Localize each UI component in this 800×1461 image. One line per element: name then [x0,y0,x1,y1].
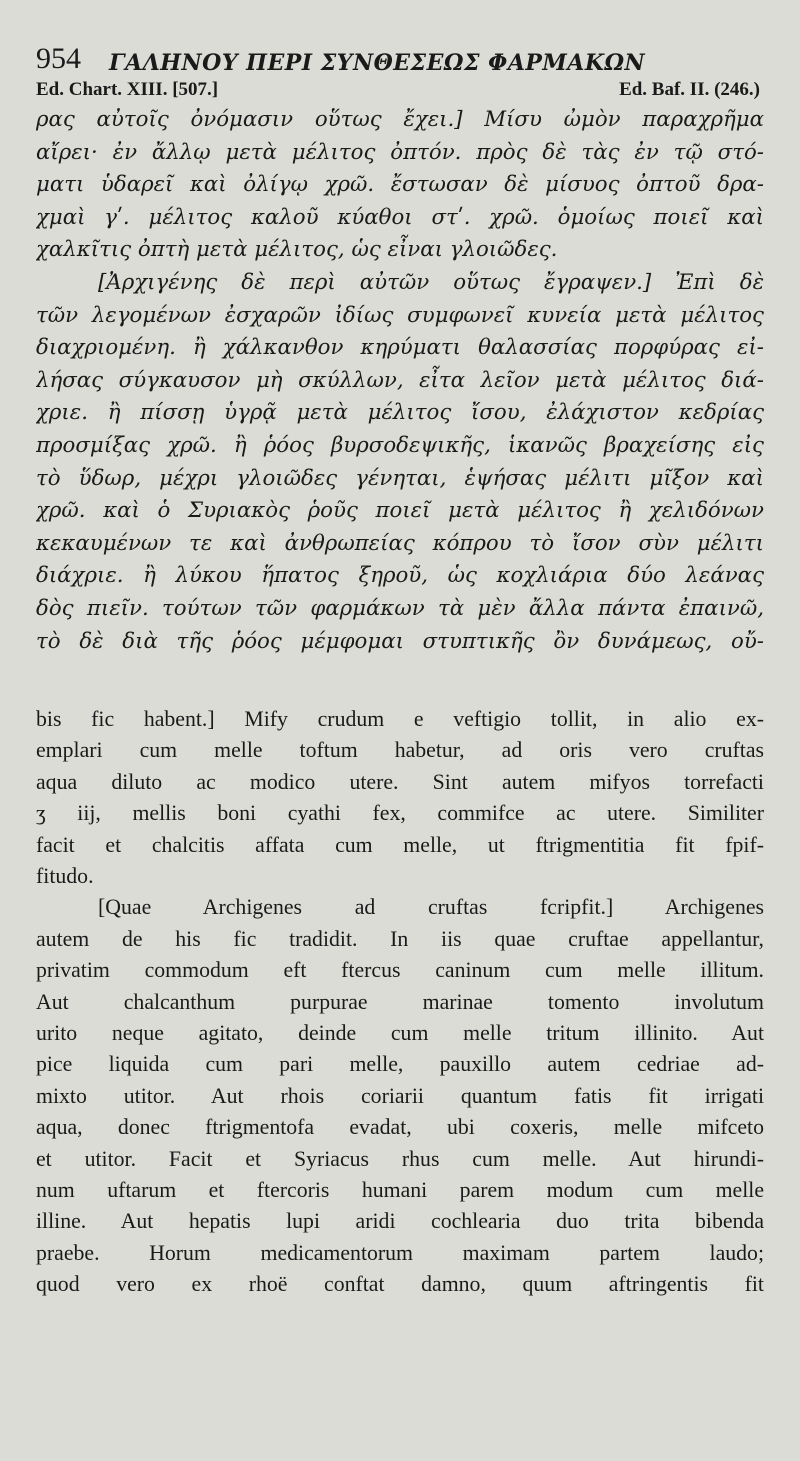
greek-line: λήσας σύγκαυσον μὴ σκύλλων, εἶτα λεῖον μετὰ μέλιτος διά- [36,367,764,393]
running-title: ΓΑΛΗΝΟΥ ΠΕΡΙ ΣΥΝΘΕΣΕΩΣ ΦΑΡΜΑΚΩΝ [109,50,646,76]
greek-line: τὸ δὲ διὰ τῆς ῥόος μέμφομαι στυπτικῆς ὂν δυνάμεως, οὔ- [36,628,764,654]
latin-line: privatim commodum eft ftercus caninum cum melle illitum. [36,958,764,983]
greek-line: [Ἀρχιγένης δὲ περὶ αὐτῶν οὕτως ἔγραψεν.] Ἐπὶ δὲ [98,269,764,295]
greek-line: δὸς πιεῖν. τούτων τῶν φαρμάκων τὰ μὲν ἄλλα πάντα ἐπαινῶ, [36,595,764,621]
edition-reference-right: Ed. Baf. II. (246.) [619,79,760,100]
greek-line: χαλκῖτις ὀπτὴ μετὰ μέλιτος, ὡς εἶναι γλοιῶδες. [36,237,558,263]
latin-text-block [36,704,764,1300]
page-number: 954 [36,42,81,75]
greek-line: αἴρει· ἐν ἄλλῳ μετὰ μέλιτος ὀπτόν. πρὸς δὲ τὰς ἐν τῷ στό- [36,139,764,165]
latin-line: facit et chalcitis affata cum melle, ut ftrigmentitia fit fpif- [36,832,764,857]
latin-line: pice liquida cum pari melle, pauxillo autem cedriae ad- [36,1052,764,1077]
greek-line: χριε. ἢ πίσσῃ ὑγρᾷ μετὰ μέλιτος ἴσου, ἐλάχιστον κεδρίας [36,400,764,426]
latin-line: ʒ iij, mellis boni cyathi fex, commifce ac utere. Similiter [36,801,764,826]
latin-line: aqua, donec ftrigmentofa evadat, ubi coxeris, melle mifceto [36,1115,764,1140]
latin-line: emplari cum melle toftum habetur, ad oris vero cruftas [36,738,764,763]
edition-reference-left: Ed. Chart. XIII. [507.] [36,79,219,100]
greek-line: διάχριε. ἢ λύκου ἥπατος ξηροῦ, ὡς κοχλιάρια δύο λεάνας [36,563,764,589]
greek-line: τὸ ὕδωρ, μέχρι γλοιῶδες γένηται, ἑψήσας μέλιτι μῖξον καὶ [36,465,764,491]
page-header [36,30,764,76]
greek-line: ματι ὑδαρεῖ καὶ ὀλίγῳ χρῶ. ἔστωσαν δὲ μίσυος ὀπτοῦ δρα- [36,172,764,198]
greek-line: προσμίξας χρῶ. ἢ ῥόος βυρσοδεψικῆς, ἱκανῶς βραχείσης εἰς [36,432,764,458]
latin-line: et utitor. Facit et Syriacus rhus cum melle. Aut hirundi- [36,1146,764,1171]
latin-line: quod vero ex rhoë conftat damno, quum aftringentis fit [36,1272,764,1297]
latin-line: bis fic habent.] Mify crudum e veftigio tollit, in alio ex- [36,707,764,732]
latin-line: Aut chalcanthum purpurae marinae tomento involutum [36,989,764,1014]
latin-line: fitudo. [36,864,94,889]
greek-line: ρας αὐτοῖς ὀνόμασιν οὕτως ἔχει.] Μίσυ ὠμὸν παραχρῆμα [36,107,764,132]
latin-line: urito neque agitato, deinde cum melle tritum illinito. Aut [36,1021,764,1045]
greek-text-block [36,104,764,658]
latin-line: [Quae Archigenes ad cruftas fcripfit.] Archigenes [98,895,764,920]
latin-line: aqua diluto ac modico utere. Sint autem mifyos torrefacti [36,769,764,794]
latin-line: praebe. Horum medicamentorum maximam partem laudo; [36,1240,764,1265]
greek-line: διαχριομένη. ἢ χάλκανθον κηρύματι θαλασσίας πορφύρας εἰ- [36,335,764,361]
greek-line: κεκαυμένων τε καὶ ἀνθρωπείας κόπρου τὸ ἴσον σὺν μέλιτι [36,530,764,556]
edition-references [36,76,764,104]
greek-line: τῶν λεγομένων ἐσχαρῶν ἰδίως συμφωνεῖ κυνεία μετὰ μέλιτος [36,302,764,328]
column-gap [36,658,764,704]
greek-line: χρῶ. καὶ ὁ Συριακὸς ῥοῦς ποιεῖ μετὰ μέλιτος ἢ χελιδόνων [36,498,764,524]
latin-line: num uftarum et ftercoris humani parem modum cum melle [36,1177,764,1202]
latin-line: mixto utitor. Aut rhois coriarii quantum fatis fit irrigati [36,1083,764,1108]
latin-line: autem de his fic tradidit. In iis quae cruftae appellantur, [36,926,764,951]
latin-line: illine. Aut hepatis lupi aridi cochlearia duo trita bibenda [36,1209,764,1234]
greek-line: χμαὶ γʹ. μέλιτος καλοῦ κύαθοι στʹ. χρῶ. ὁμοίως ποιεῖ καὶ [36,204,764,230]
